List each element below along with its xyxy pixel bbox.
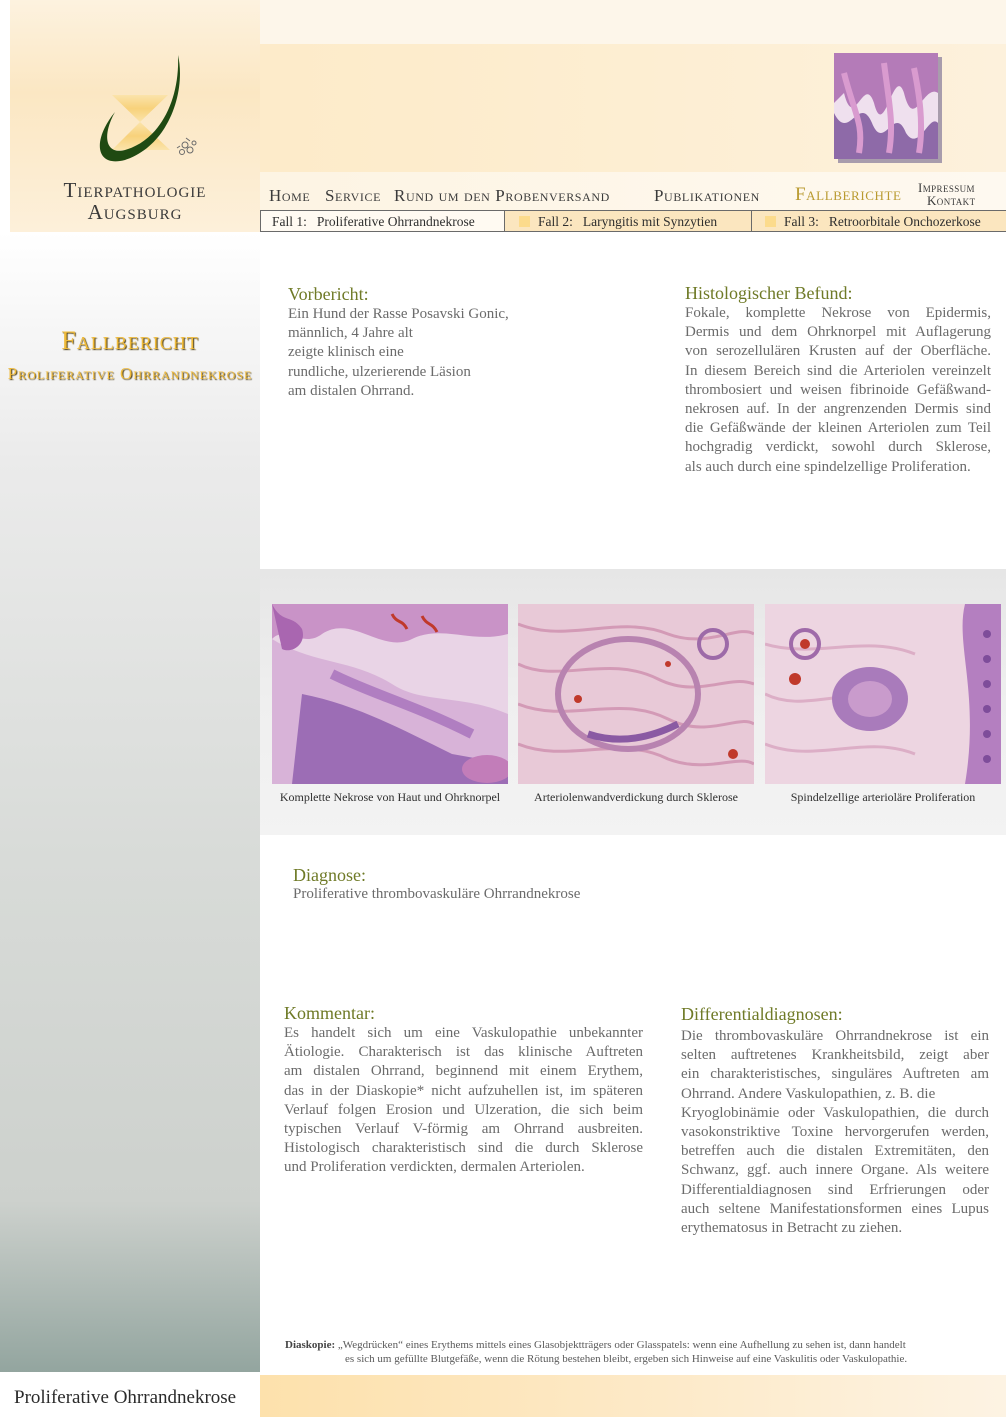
- image-3-caption: Spindelzellige arterioläre Proliferation: [790, 790, 976, 804]
- nav-probenversand[interactable]: Rund um den Probenversand: [394, 186, 610, 205]
- kommentar-text: [284, 1024, 643, 1178]
- differential-line: selten auftretenes Krankheitsbild, zeigt aber: [681, 1047, 989, 1064]
- vorbericht-line: am distalen Ohrrand.: [288, 382, 415, 399]
- tab-square-icon: [765, 216, 776, 227]
- footnote-line-2: es sich um gefüllte Blutgefäße, wenn die Rötung bestehen bleibt, ergeben sich Hinweise auf eine Vaskulitis oder Vaskulopathie.: [345, 1353, 908, 1365]
- nav-publikationen[interactable]: Publikationen: [654, 186, 760, 205]
- differential-line: erythematosus in Betracht zu ziehen.: [681, 1220, 903, 1237]
- kommentar-line: am distalen Ohrrand, beginnend mit einem Erythem,: [284, 1063, 643, 1080]
- tab-fall-1[interactable]: [260, 210, 505, 232]
- vorbericht-line: Ein Hund der Rasse Posavski Gonic,: [288, 306, 509, 322]
- footnote-line-1: „Wegdrücken“ eines Erythems mittels eines Glasobjektträgers oder Glasspatels: wenn eine Aufhellung zu sehen ist, dann handelt: [337, 1339, 906, 1351]
- footnote: [285, 1338, 907, 1366]
- tab-fall-1-title: Proliferative Ohrrandnekrose: [316, 214, 475, 229]
- tab-square-icon: [519, 216, 530, 227]
- nav-fallberichte[interactable]: Fallberichte: [795, 184, 902, 205]
- case-tabs: [260, 210, 1006, 232]
- differential-line: Ohrrand. Andere Vaskulopathien, z. B. die: [681, 1085, 936, 1102]
- kommentar-line: Es handelt sich um eine Vaskulopathie unbekannter: [284, 1025, 643, 1041]
- befund-line: Fokale, komplette Nekrose von Epidermis,: [685, 305, 991, 321]
- histology-image-2[interactable]: [518, 604, 754, 784]
- befund-line: die Gefäßwände der kleinen Arteriolen zum Teil: [685, 420, 991, 437]
- histology-image-1[interactable]: [272, 604, 508, 784]
- tab-fall-3-num: Fall 3:: [784, 214, 819, 229]
- kommentar-line: und Proliferation verdickten, dermalen Arteriolen.: [284, 1159, 585, 1176]
- hourglass-swoosh-logo[interactable]: [90, 50, 210, 165]
- nav-kontakt[interactable]: Kontakt: [927, 193, 976, 208]
- brand-line-2: Augsburg: [87, 200, 183, 224]
- befund-line: als auch durch eine spindelzellige Proliferation.: [685, 458, 971, 475]
- differential-line: Kryoglobinämie oder Vaskulopathien, die durch: [681, 1104, 989, 1121]
- vorbericht-line: männlich, 4 Jahre alt: [288, 325, 413, 342]
- befund-text: [685, 304, 991, 477]
- tab-fall-3-title: Retroorbitale Onchozerkose: [828, 214, 981, 229]
- brand-line-1: Tierpathologie: [63, 178, 207, 202]
- nav-service[interactable]: Service: [325, 186, 382, 205]
- bottom-bar: [260, 1375, 1006, 1417]
- differential-line: ein charakteristisches, singuläres Auftreten am: [681, 1066, 989, 1083]
- kommentar-heading: Kommentar:: [284, 1003, 375, 1023]
- tab-fall-2-title: Laryngitis mit Synzytien: [582, 214, 718, 229]
- vorbericht-line: rundliche, ulzerierende Läsion: [288, 363, 471, 380]
- kommentar-line: typischen Verlauf V-förmig am Ohrrand ausbreiten.: [284, 1121, 643, 1138]
- differential-heading: Differentialdiagnosen:: [681, 1004, 843, 1024]
- differential-text: [681, 1027, 989, 1238]
- befund-line: von serozellulären Krusten auf der Oberfläche.: [685, 343, 991, 360]
- tab-fall-2-num: Fall 2:: [538, 214, 573, 229]
- vorbericht-line: zeigte klinisch eine: [288, 344, 404, 361]
- nav-home[interactable]: Home: [269, 186, 311, 205]
- tab-fall-2[interactable]: [505, 210, 751, 232]
- vorbericht-text: [288, 305, 538, 401]
- differential-line: betreffen auch die distalen Extremitäten, den: [681, 1143, 989, 1160]
- footnote-label: Diaskopie:: [285, 1339, 336, 1351]
- header-histology-thumbnail: [834, 53, 942, 163]
- kommentar-line: Verlauf folgen Erosion und Ulzeration, die sich beim: [284, 1101, 643, 1118]
- kommentar-line: das in der Diaskopie* nicht aufzuhellen ist, im späteren: [284, 1082, 643, 1099]
- befund-line: thrombosiert und weisen fibrinoide Gefäßwand-: [685, 381, 991, 398]
- image-2-caption: Arteriolenwandverdickung durch Sklerose: [534, 790, 738, 804]
- kommentar-line: Histologisch charakteristisch sind die durch Sklerose: [284, 1140, 643, 1157]
- kommentar-line: Ätiologie. Charakterisch ist das klinische Auftreten: [284, 1044, 643, 1061]
- befund-line: Dermis und dem Ohrknorpel mit Auflagerung: [685, 324, 991, 341]
- sidebar: [0, 232, 260, 1372]
- sidebar-footer-text: Proliferative Ohrrandnekrose: [14, 1387, 237, 1408]
- nav-impressum[interactable]: Impressum: [918, 180, 975, 195]
- befund-line: In diesem Bereich sind die Arteriolen vereinzelt: [685, 362, 991, 379]
- differential-line: vasokonstriktive Toxine hervorgerufen werden,: [681, 1124, 989, 1141]
- befund-line: hochgradig verdickt, sowohl durch Sklerose,: [685, 439, 991, 456]
- befund-heading: Histologischer Befund:: [685, 283, 853, 303]
- image-1-caption: Komplette Nekrose von Haut und Ohrknorpel: [279, 790, 501, 804]
- differential-line: Schwanz, ggf. auch innere Organe. Als weitere: [681, 1162, 989, 1179]
- vorbericht-heading: Vorbericht:: [288, 284, 369, 304]
- histology-image-3[interactable]: [765, 604, 1001, 784]
- differential-line: Differentialdiagnosen sind Erfrierungen oder: [681, 1181, 989, 1198]
- sidebar-title: Fallbericht: [61, 326, 199, 355]
- diagnose-heading: Diagnose:: [293, 865, 366, 885]
- tab-fall-1-num: Fall 1:: [272, 214, 307, 229]
- diagnose-text: [293, 885, 580, 904]
- differential-line: Die thrombovaskuläre Ohrrandnekrose ist ein: [681, 1028, 989, 1044]
- befund-line: nekrosen auf. In der angrenzenden Dermis sind: [685, 401, 991, 418]
- differential-line: auch seltene Manifestationsformen eines Lupus: [681, 1200, 989, 1217]
- sidebar-subtitle: Proliferative Ohrrandnekrose: [7, 364, 253, 383]
- diagnose-line: Proliferative thrombovaskuläre Ohrrandnekrose: [293, 886, 581, 902]
- tab-fall-3[interactable]: [751, 210, 1006, 232]
